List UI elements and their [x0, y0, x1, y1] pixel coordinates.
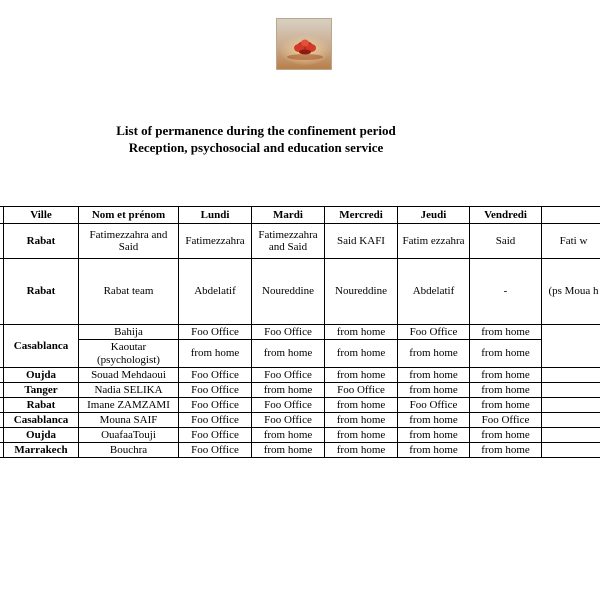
thursday-cell: from home	[398, 413, 470, 428]
monday-cell: Foo Office	[179, 428, 252, 443]
extra-cell	[542, 428, 600, 443]
name-cell: Kaoutar (psychologist)	[79, 340, 179, 368]
wednesday-cell: from home	[325, 325, 398, 340]
city-cell: Rabat	[4, 224, 79, 259]
friday-cell: Foo Office	[470, 413, 542, 428]
friday-cell: from home	[470, 368, 542, 383]
table-row	[0, 325, 600, 340]
table-header-row	[0, 207, 600, 224]
name-cell: Bahija	[79, 325, 179, 340]
header-cell-extra	[542, 207, 600, 224]
thursday-cell: from home	[398, 443, 470, 458]
thursday-cell: from home	[398, 428, 470, 443]
wednesday-cell: Foo Office	[325, 383, 398, 398]
friday-cell: -	[470, 259, 542, 325]
name-cell: Souad Mehdaoui	[79, 368, 179, 383]
wednesday-cell: Said KAFI	[325, 224, 398, 259]
name-cell: Fatimezzahra and Said	[79, 224, 179, 259]
logo-flower-icon	[277, 19, 332, 70]
thursday-cell: Foo Office	[398, 325, 470, 340]
tuesday-cell: from home	[252, 340, 325, 368]
city-cell: Casablanca	[4, 413, 79, 428]
extra-cell	[542, 325, 600, 368]
tuesday-cell: Foo Office	[252, 368, 325, 383]
monday-cell: Abdelatif	[179, 259, 252, 325]
friday-cell: from home	[470, 325, 542, 340]
tuesday-cell: from home	[252, 443, 325, 458]
document-subtitle: Reception, psychosocial and education service	[128, 140, 384, 155]
friday-cell: from home	[470, 443, 542, 458]
monday-cell: Fatimezzahra	[179, 224, 252, 259]
friday-cell: from home	[470, 398, 542, 413]
monday-cell: Foo Office	[179, 325, 252, 340]
friday-cell: Said	[470, 224, 542, 259]
wednesday-cell: from home	[325, 368, 398, 383]
header-cell-ville: Ville	[4, 207, 79, 224]
city-cell: Rabat	[4, 398, 79, 413]
monday-cell: Foo Office	[179, 383, 252, 398]
extra-cell	[542, 413, 600, 428]
wednesday-cell: from home	[325, 443, 398, 458]
table-row	[0, 413, 600, 428]
city-cell: Tanger	[4, 383, 79, 398]
city-cell: Casablanca	[4, 325, 79, 368]
name-cell: Nadia SELIKA	[79, 383, 179, 398]
wednesday-cell: from home	[325, 428, 398, 443]
monday-cell: Foo Office	[179, 368, 252, 383]
name-cell: Bouchra	[79, 443, 179, 458]
table-row	[0, 398, 600, 413]
document-title: List of permanence during the confinement period	[116, 123, 396, 138]
thursday-cell: Abdelatif	[398, 259, 470, 325]
header-cell-jeudi: Jeudi	[398, 207, 470, 224]
table-row	[0, 428, 600, 443]
table-row	[0, 368, 600, 383]
tuesday-cell: Foo Office	[252, 413, 325, 428]
table-row	[0, 383, 600, 398]
monday-cell: Foo Office	[179, 413, 252, 428]
table-row	[0, 259, 600, 325]
tuesday-cell: Foo Office	[252, 325, 325, 340]
monday-cell: Foo Office	[179, 398, 252, 413]
tuesday-cell: Noureddine	[252, 259, 325, 325]
header-cell-vendredi: Vendredi	[470, 207, 542, 224]
wednesday-cell: from home	[325, 340, 398, 368]
thursday-cell: from home	[398, 383, 470, 398]
tuesday-cell: from home	[252, 428, 325, 443]
header-cell-mercredi: Mercredi	[325, 207, 398, 224]
friday-cell: from home	[470, 340, 542, 368]
monday-cell: Foo Office	[179, 443, 252, 458]
thursday-cell: from home	[398, 340, 470, 368]
tuesday-cell: Foo Office	[252, 398, 325, 413]
extra-cell	[542, 398, 600, 413]
tuesday-cell: from home	[252, 383, 325, 398]
monday-cell: from home	[179, 340, 252, 368]
thursday-cell: Fatim ezzahra	[398, 224, 470, 259]
name-cell: Imane ZAMZAMI	[79, 398, 179, 413]
city-cell: Oujda	[4, 428, 79, 443]
name-cell: OuafaaTouji	[79, 428, 179, 443]
tuesday-cell: Fatimezzahra and Said	[252, 224, 325, 259]
wednesday-cell: from home	[325, 413, 398, 428]
header-cell-lundi: Lundi	[179, 207, 252, 224]
city-cell: Oujda	[4, 368, 79, 383]
friday-cell: from home	[470, 428, 542, 443]
table-row	[0, 340, 600, 368]
header-cell-mardi: Mardi	[252, 207, 325, 224]
friday-cell: from home	[470, 383, 542, 398]
wednesday-cell: Noureddine	[325, 259, 398, 325]
wednesday-cell: from home	[325, 398, 398, 413]
permanence-table	[0, 206, 600, 458]
extra-cell: Fati w	[542, 224, 600, 259]
table-row	[0, 443, 600, 458]
thursday-cell: from home	[398, 368, 470, 383]
table-row	[0, 224, 600, 259]
extra-cell	[542, 443, 600, 458]
logo-image	[276, 18, 332, 70]
extra-cell: (ps Moua h	[542, 259, 600, 325]
city-cell: Rabat	[4, 259, 79, 325]
city-cell: Marrakech	[4, 443, 79, 458]
thursday-cell: Foo Office	[398, 398, 470, 413]
header-cell-nom: Nom et prénom	[79, 207, 179, 224]
extra-cell	[542, 368, 600, 383]
name-cell: Rabat team	[79, 259, 179, 325]
name-cell: Mouna SAIF	[79, 413, 179, 428]
extra-cell	[542, 383, 600, 398]
